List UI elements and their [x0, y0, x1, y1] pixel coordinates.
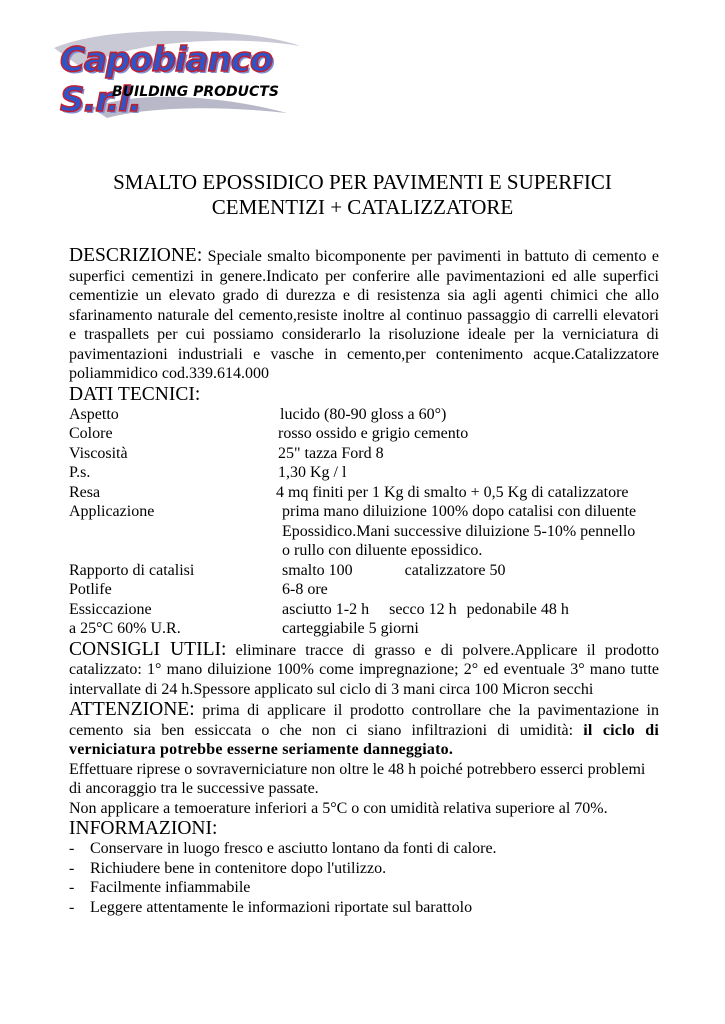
bullet-dash: - [69, 840, 75, 857]
applicazione-line-2: Epossidico.Mani successive diluizione 5-10% pennello [282, 522, 636, 540]
attenzione-text-2: Effettuare riprese o sovraverniciature non oltre le 48 h poiché potrebbero esserci problemi di ancoraggio tra le successive passate. [69, 760, 646, 797]
spec-value [275, 502, 659, 561]
list-item [69, 898, 659, 918]
attenzione-text: prima di applicare il prodotto controllare che la pavimentazione in cemento sia ben essiccata o che non ci siano infiltrazioni di umidità: [69, 702, 660, 739]
spec-value: 1,30 Kg / l [278, 464, 347, 481]
list-item-text: Facilmente infiammabile [90, 879, 251, 896]
section-descrizione [69, 245, 659, 384]
essiccazione-pedonabile: pedonabile 48 h [466, 600, 569, 618]
essiccazione-secco: secco 12 h [389, 600, 457, 618]
attenzione-text-3: Non applicare a temoerature inferiori a 5°C o con umidità relativa superiore al 70%. [69, 799, 608, 817]
spec-value [275, 600, 659, 620]
spec-value: rosso ossido e grigio cemento [278, 425, 469, 442]
rapporto-catalizzatore: catalizzatore 50 [404, 561, 506, 579]
section-informazioni [69, 818, 659, 917]
bullet-dash: - [69, 859, 75, 877]
logo-company-name: Capobianco S.r.l. [60, 40, 273, 120]
descrizione-text: Speciale smalto bicomponente per pavimenti in battuto di cemento e superfici cementizi in genere.Indicato per conferire alle pavimentazioni ed alle superfici cementizie un elevato grado di durezza e di resistenza sia agli agenti chimici che allo sfarinamento naturale del cemento,resiste inoltre al continuo passaggio di carrelli elevatori e traspallets per cui possiamo considerarlo la risoluzione ideale per la verniciatura di pavimentazioni industriali e vasche in cemento,per contenimento acque.Catalizzatore poliammidico cod.339.614.000 [69, 248, 659, 382]
informazioni-heading: INFORMAZIONI: [69, 818, 218, 839]
spec-row-potlife [69, 580, 659, 600]
list-item [69, 878, 659, 898]
spec-label: Resa [69, 483, 101, 501]
title-line-1: SMALTO EPOSSIDICO PER PAVIMENTI E SUPERFICI [113, 170, 612, 194]
consigli-text: eliminare tracce di grasso e di polvere.Applicare il prodotto catalizzato: 1° mano diluizione 100% come impregnazione; 2° ed eventuale 3° mano tutte intervallate di 24 h.Spessore applicato sul ciclo di 3 mani circa 100 Micron secchi [69, 641, 659, 698]
attenzione-warning: il ciclo di verniciatura potrebbe esserne seriamente danneggiato. [69, 721, 660, 758]
informazioni-list [69, 839, 659, 917]
spec-row-rapporto [69, 561, 659, 581]
spec-row-viscosita [69, 444, 659, 464]
attenzione-paragraph [69, 699, 659, 760]
spec-row-aspetto [69, 405, 659, 425]
spec-value: carteggiabile 5 giorni [282, 620, 419, 637]
descrizione-heading: DESCRIZIONE: [69, 245, 203, 266]
bullet-dash: - [69, 879, 75, 896]
logo-tagline: BUILDING PRODUCTS [112, 84, 279, 100]
list-item-text: Leggere attentamente le informazioni riportate sul barattolo [90, 898, 473, 916]
spec-row-ps [69, 463, 659, 483]
spec-row-resa [69, 483, 659, 503]
spec-label: Essiccazione [69, 600, 152, 618]
spec-label: Colore [69, 425, 113, 442]
spec-label: Viscosità [69, 444, 128, 462]
title-line-2: CEMENTIZI + CATALIZZATORE [211, 195, 514, 219]
spec-row-condizioni [69, 619, 659, 639]
list-item [69, 839, 659, 859]
spec-label: Rapporto di catalisi [69, 561, 195, 579]
consigli-heading: CONSIGLI UTILI: [69, 638, 227, 660]
applicazione-line-3: o rullo con diluente epossidico. [282, 542, 483, 559]
rapporto-smalto: smalto 100 [282, 561, 353, 579]
essiccazione-asciutto: asciutto 1-2 h [282, 600, 370, 618]
list-item-text: Richiudere bene in contenitore dopo l'utilizzo. [90, 859, 387, 877]
spec-row-applicazione [69, 502, 659, 561]
company-logo [52, 28, 302, 118]
section-consigli [69, 639, 659, 700]
list-item [69, 859, 659, 879]
attenzione-heading: ATTENZIONE: [69, 699, 195, 720]
spec-row-colore [69, 424, 659, 444]
spec-label: Applicazione [69, 503, 155, 520]
list-item-text: Conservare in luogo fresco e asciutto lontano da fonti di calore. [90, 840, 497, 857]
section-dati-tecnici [69, 384, 659, 639]
spec-label: a 25°C 60% U.R. [69, 620, 181, 637]
document-body [69, 245, 659, 917]
document-title [60, 170, 665, 220]
bullet-dash: - [69, 898, 75, 916]
spec-value [275, 561, 659, 581]
applicazione-line-1: prima mano diluizione 100% dopo catalisi con diluente [282, 503, 637, 520]
spec-label: Aspetto [69, 405, 119, 423]
spec-value: 4 mq finiti per 1 Kg di smalto + 0,5 Kg di catalizzatore [276, 483, 629, 501]
spec-value: lucido (80-90 gloss a 60°) [280, 405, 447, 423]
spec-label: P.s. [69, 464, 91, 481]
spec-label: Potlife [69, 581, 112, 598]
spec-row-essiccazione [69, 600, 659, 620]
spec-value: 6-8 ore [282, 581, 328, 598]
dati-tecnici-heading: DATI TECNICI: [69, 383, 201, 405]
spec-value: 25" tazza Ford 8 [278, 444, 384, 462]
section-attenzione [69, 699, 659, 818]
